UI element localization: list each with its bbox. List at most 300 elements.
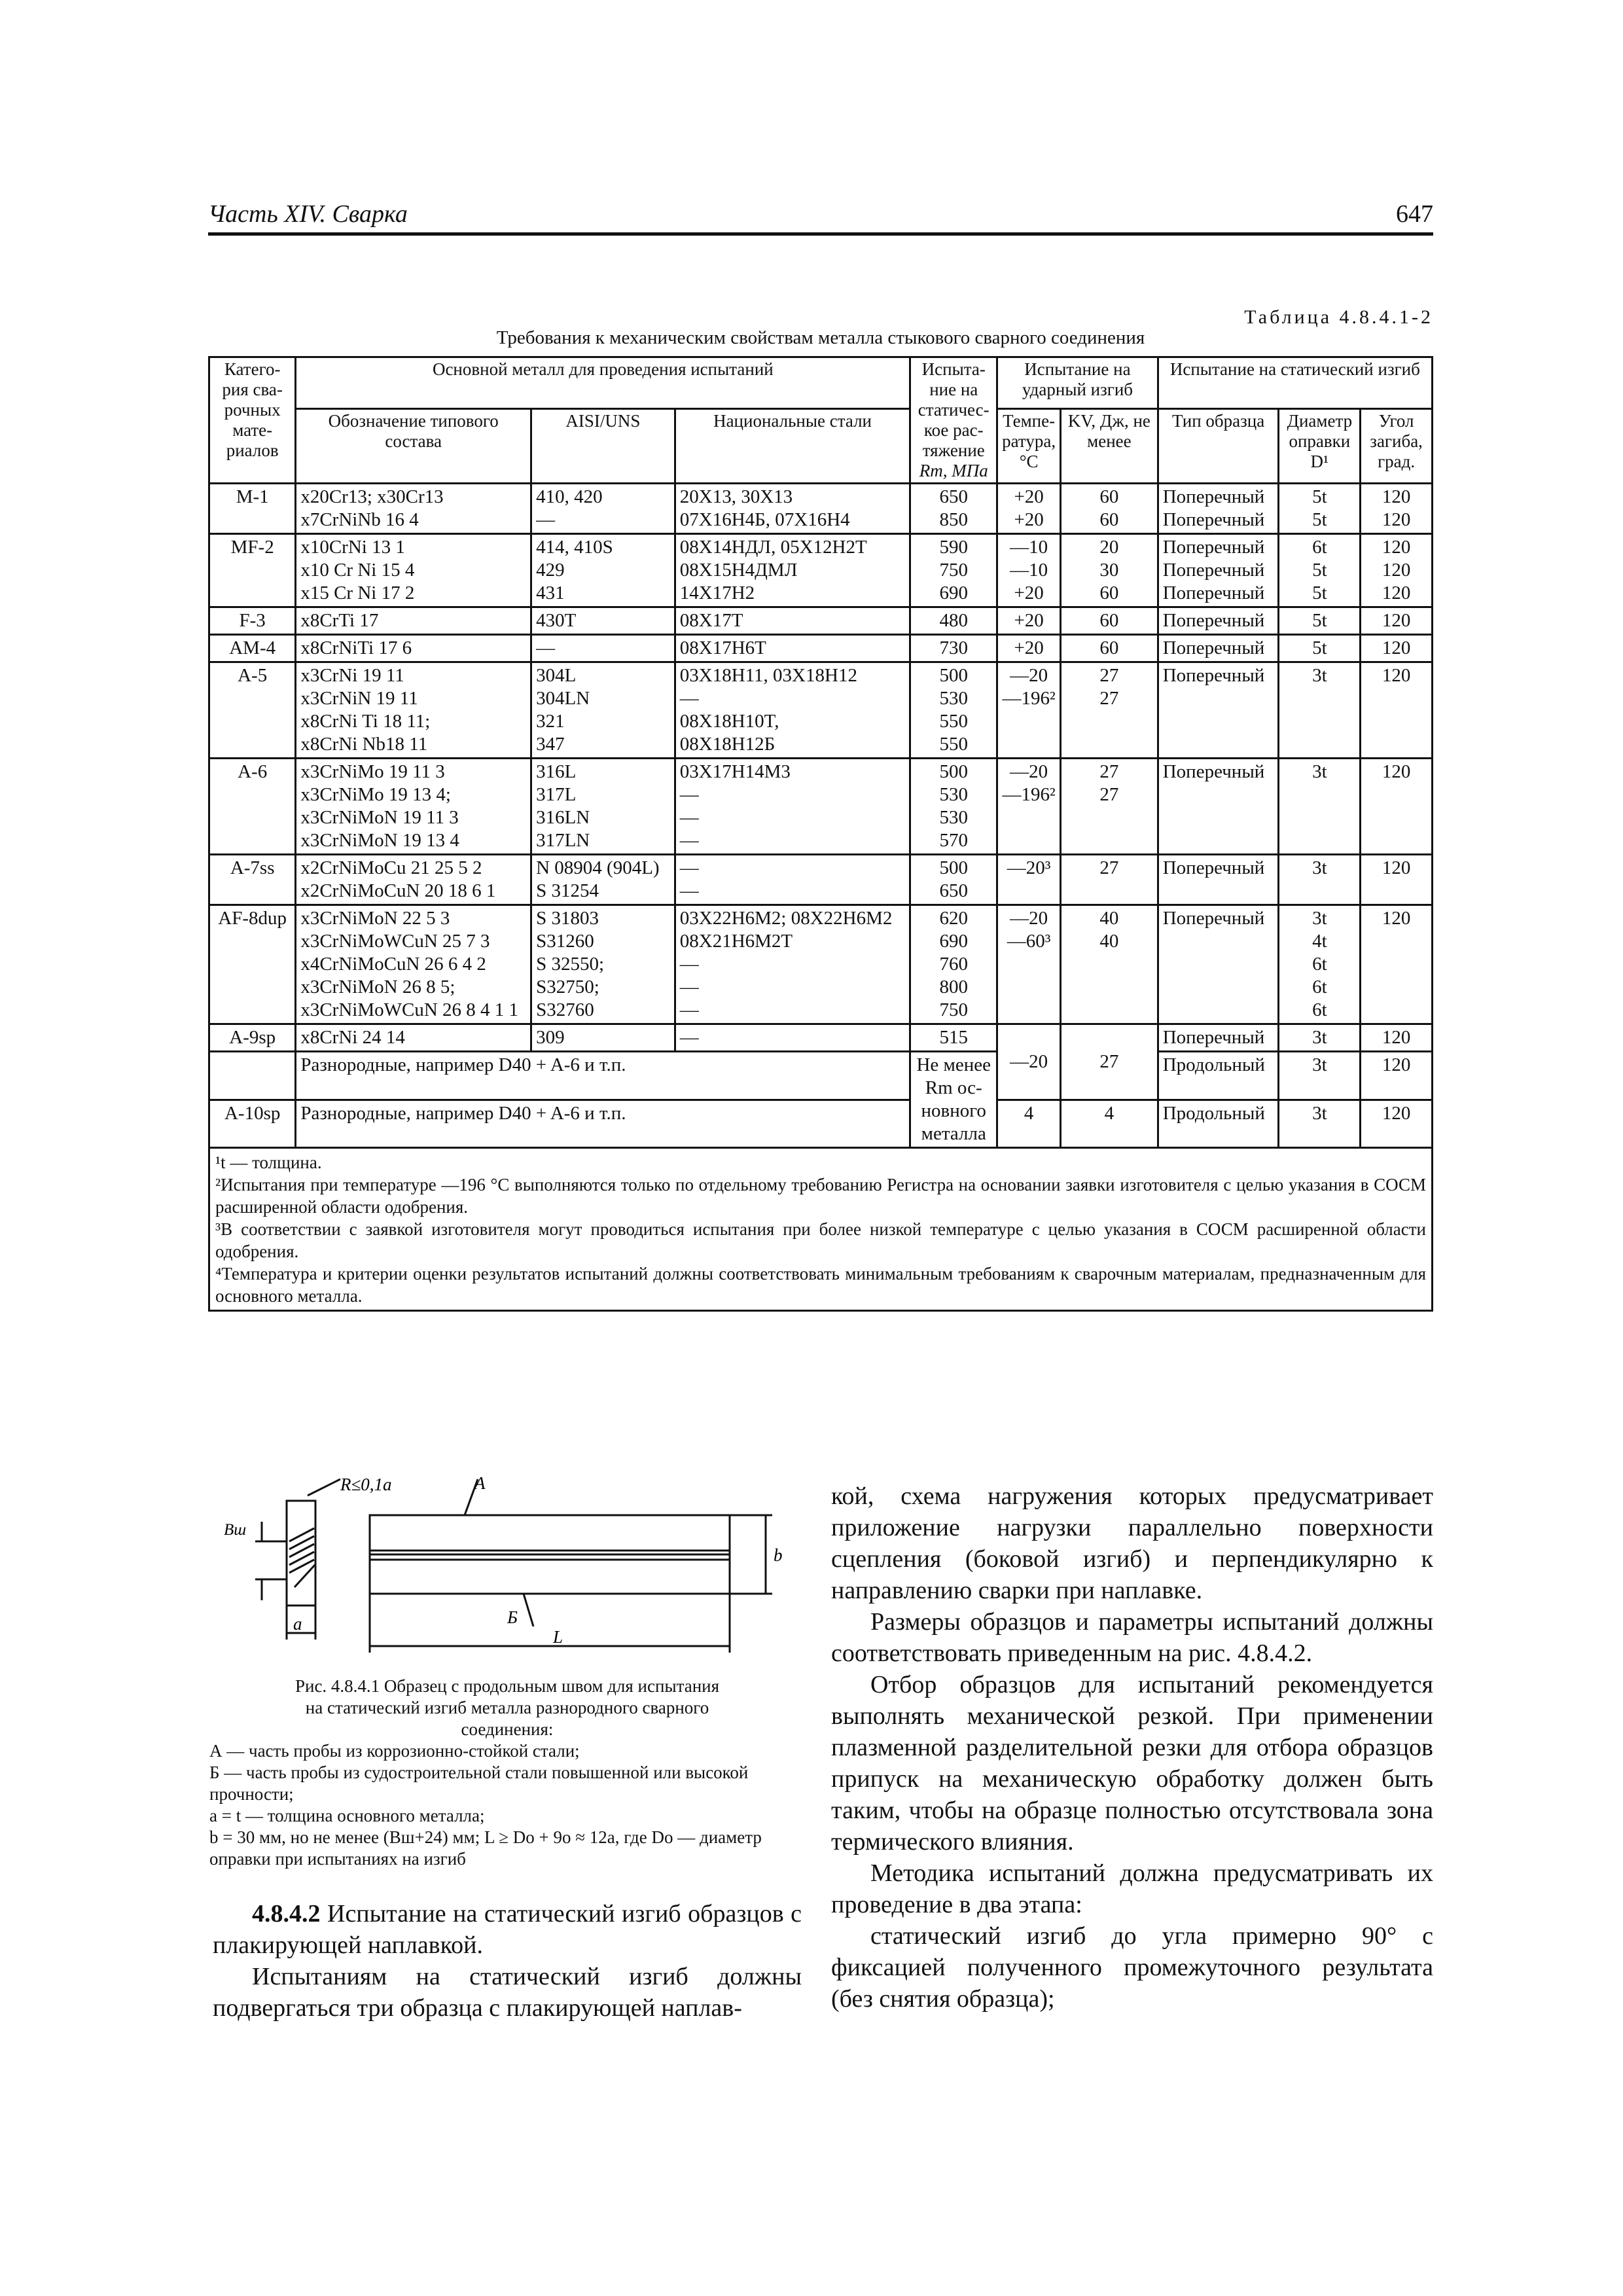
cell-line: 500 (939, 857, 968, 878)
table-cell (997, 607, 1061, 635)
cell-line: 690 (939, 583, 968, 603)
cell-line: 120 (1382, 537, 1411, 558)
cell-line: 317LN (536, 830, 590, 851)
cell-line: x8CrNi Nb18 11 (300, 734, 428, 755)
thickness-label: a (293, 1614, 302, 1634)
table-cell (675, 607, 910, 635)
cell-line: 08X17H6T (679, 637, 766, 658)
table-cell: A-6 (209, 759, 296, 855)
cell-line: 750 (939, 999, 968, 1020)
cell-line: 500 (939, 761, 968, 782)
table-cell (296, 905, 531, 1024)
cell-line: x8CrNi Ti 18 11; (300, 711, 431, 732)
cell-line: x8CrTi 17 (300, 610, 379, 631)
table-cell (675, 759, 910, 855)
cell-line: S 31254 (536, 880, 599, 901)
cell-line: 309 (536, 1027, 565, 1048)
table-row (209, 855, 1433, 905)
cell-line: 60 (1099, 509, 1119, 530)
table-cell: Не менее Rm ос-новного металла (910, 1052, 997, 1148)
table-cell (296, 534, 531, 607)
cell-line: 317L (536, 784, 577, 805)
cell-line: x10CrNi 13 1 (300, 537, 405, 558)
cell-line: — (679, 880, 699, 901)
table-head-tensile: Испыта-ние на статичес-кое рас-тяжение (918, 359, 990, 460)
cell-line: 60 (1099, 486, 1119, 507)
cell-line: x3CrNiMoN 22 5 3 (300, 908, 450, 929)
cell-line: 550 (939, 734, 968, 755)
cell-line: Поперечный (1162, 560, 1265, 581)
table-cell (1361, 759, 1433, 855)
cell-line: 3t (1312, 857, 1327, 878)
cell-line: 321 (536, 711, 565, 732)
cell-line: —20³ (1007, 857, 1051, 878)
table-cell (531, 534, 675, 607)
table-cell (296, 1100, 910, 1148)
table-cell (1279, 635, 1361, 662)
table-cell: A-5 (209, 662, 296, 759)
table-cell (1279, 759, 1361, 855)
cell-line: 08X15H4ДМЛ (679, 560, 798, 581)
table-cell (675, 635, 910, 662)
cell-line: x15 Cr Ni 17 2 (300, 583, 415, 603)
table-cell (997, 662, 1061, 759)
table-cell: 27 (1061, 1024, 1158, 1100)
cell-line: 6t (1312, 537, 1327, 558)
table-cell (910, 1024, 997, 1052)
table-cell (675, 484, 910, 534)
table-cell (910, 662, 997, 759)
table-cell (1158, 534, 1279, 607)
caption-line: на статический изгиб металла разнородного сварного (305, 1698, 709, 1717)
cell-line: x3CrNiMo 19 11 3 (300, 761, 445, 782)
cell-line: — (679, 999, 699, 1020)
cell-line: 14X17H2 (679, 583, 755, 603)
table-cell (910, 357, 997, 484)
table-cell (1279, 484, 1361, 534)
cell-line: Разнородные, например D40 + A-6 и т.п. (300, 1102, 626, 1124)
legend-item: a = t — толщина основного металла; (209, 1806, 485, 1825)
cell-line: x7CrNiNb 16 4 (300, 509, 419, 530)
cell-line: Поперечный (1162, 665, 1265, 686)
cell-line: +20 (1014, 610, 1044, 631)
table-cell (1279, 905, 1361, 1024)
cell-line: Поперечный (1162, 610, 1265, 631)
table-cell (1158, 905, 1279, 1024)
table-row (209, 635, 1433, 662)
cell-line: 515 (939, 1027, 968, 1048)
table-cell: MF-2 (209, 534, 296, 607)
cell-line: 550 (939, 711, 968, 732)
cell-line: 60 (1099, 610, 1119, 631)
table-cell: Угол загиба, град. (1361, 408, 1433, 483)
table-cell (1061, 855, 1158, 905)
cell-line: —196² (1002, 784, 1056, 805)
cell-line: x3CrNiMo 19 13 4; (300, 784, 451, 805)
table-row (209, 1024, 1433, 1052)
cell-line: 431 (536, 583, 565, 603)
cell-line: —60³ (1007, 931, 1051, 952)
cell-line: 650 (939, 880, 968, 901)
cell-line: 03X22H6M2; 08X22H6M2 (679, 908, 893, 929)
table-cell: Обозначение типового состава (296, 408, 531, 483)
table-cell (1361, 662, 1433, 759)
table-row (209, 1052, 1433, 1100)
cell-line: 07X16H4Б, 07X16H4 (679, 509, 850, 530)
cell-line: Поперечный (1162, 509, 1265, 530)
table-cell (1279, 534, 1361, 607)
legend-item: b = 30 мм, но не менее (Bш+24) мм; L ≥ Dо + 9о ≈ 12a, где Dо — диаметр оправки при испытаниях на изгиб (209, 1827, 762, 1869)
cell-line: 120 (1382, 509, 1411, 530)
cell-line: Продольный (1162, 1102, 1265, 1124)
table-cell (1361, 607, 1433, 635)
paragraph: Методика испытаний должна предусматривать их проведение в два этапа: (831, 1859, 1433, 1918)
cell-line: 500 (939, 665, 968, 686)
table-cell: A-7ss (209, 855, 296, 905)
running-title: Часть XIV. Сварка (208, 200, 408, 228)
cell-line: 40 (1099, 908, 1119, 929)
table-cell (910, 484, 997, 534)
table-cell (1158, 1024, 1279, 1052)
table-cell (1361, 1024, 1433, 1052)
cell-line: 410, 420 (536, 486, 603, 507)
table-cell: AISI/UNS (531, 408, 675, 483)
cell-line: 20X13, 30X13 (679, 486, 793, 507)
cell-line: 590 (939, 537, 968, 558)
table-cell (531, 484, 675, 534)
cell-line: Поперечный (1162, 1027, 1265, 1048)
table-cell: Национальные стали (675, 408, 910, 483)
paragraph: кой, схема нагружения которых предусматривает приложение нагрузки параллельно поверхности сцепления (боковой изгиб) и перпендикулярно к направлению сварки при наплавке. (831, 1482, 1433, 1604)
table-title: Требования к механическим свойствам металла стыкового сварного соединения (496, 327, 1145, 348)
cell-line: — (679, 688, 699, 709)
table-cell (1061, 607, 1158, 635)
cell-line: Поперечный (1162, 537, 1265, 558)
cell-line: 08X18H10T, (679, 711, 779, 732)
cell-line: 6t (1312, 977, 1327, 997)
requirements-table (208, 356, 1433, 1149)
radius-label: R≤0,1a (340, 1476, 392, 1494)
cell-line: 27 (1099, 784, 1119, 805)
table-row (209, 534, 1433, 607)
cell-line: 120 (1382, 583, 1411, 603)
table-cell (296, 607, 531, 635)
table-cell (1158, 1100, 1279, 1148)
cell-line: 08X14НДЛ, 05X12H2T (679, 537, 867, 558)
table-cell: Тип образца (1158, 408, 1279, 483)
cell-line: 20 (1099, 537, 1119, 558)
cell-line: x8CrNiTi 17 6 (300, 637, 412, 658)
left-column (213, 1898, 802, 2024)
cell-line: 850 (939, 509, 968, 530)
section-title: Испытание на статический изгиб образцов с плакирующей наплавкой. (213, 1900, 802, 1959)
cell-line: 120 (1382, 761, 1411, 782)
table-cell (675, 662, 910, 759)
cell-line: 5t (1312, 583, 1327, 603)
cell-line: 3t (1312, 665, 1327, 686)
table-row (209, 905, 1433, 1024)
cell-line: 120 (1382, 1102, 1411, 1124)
cell-line: 347 (536, 734, 565, 755)
cell-line: — (679, 784, 699, 805)
cell-line: x3CrNiMoWCuN 26 8 4 1 1 (300, 999, 519, 1020)
table-notes (208, 1149, 1433, 1312)
table-cell (296, 1024, 531, 1052)
table-cell (997, 759, 1061, 855)
table-cell (1279, 1024, 1361, 1052)
cell-line: 3t (1312, 761, 1327, 782)
table-cell: Испытание на статический изгиб (1158, 357, 1432, 409)
cell-line: +20 (1014, 486, 1044, 507)
cell-line: 316L (536, 761, 577, 782)
cell-line: 03X18H11, 03X18H12 (679, 665, 857, 686)
part-a-label: А (474, 1476, 486, 1493)
cell-line: S 31803 (536, 908, 599, 929)
table-cell (296, 635, 531, 662)
footnote: ³В соответствии с заявкой изготовителя могут проводиться испытания при более низкой температуре с целью указания в СОСМ расширенной области одобрения. (215, 1219, 1426, 1261)
table-cell (675, 905, 910, 1024)
caption-line: соединения: (461, 1719, 554, 1739)
table-cell (1361, 905, 1433, 1024)
cell-line: 30 (1099, 560, 1119, 581)
table-cell (531, 607, 675, 635)
table-cell (997, 905, 1061, 1024)
section-number: 4.8.4.2 (252, 1900, 321, 1928)
table-cell (1279, 1052, 1361, 1100)
cell-line: — (536, 509, 556, 530)
cell-line: Разнородные, например D40 + A-6 и т.п. (300, 1054, 626, 1075)
cell-line: 570 (939, 830, 968, 851)
table-cell (910, 905, 997, 1024)
cell-line: S32750; (536, 977, 599, 997)
table-cell (1361, 635, 1433, 662)
table-cell (1279, 1100, 1361, 1148)
figure-caption (209, 1676, 805, 1870)
cell-line: 5t (1312, 637, 1327, 658)
table-cell (910, 759, 997, 855)
cell-line: 3t (1312, 1054, 1327, 1075)
cell-line: 08X18H12Б (679, 734, 776, 755)
table-cell (1279, 662, 1361, 759)
cell-line: 03X17H14M3 (679, 761, 791, 782)
table-cell (1158, 607, 1279, 635)
table-cell (1158, 855, 1279, 905)
cell-line: —196² (1002, 688, 1056, 709)
cell-line: — (679, 954, 699, 975)
cell-line: —10 (1010, 560, 1048, 581)
cell-line: x3CrNiMoN 19 11 3 (300, 807, 459, 828)
specimen-figure (209, 1476, 805, 1672)
cell-line: 4t (1312, 931, 1327, 952)
cell-line: 6t (1312, 999, 1327, 1020)
table-cell (997, 484, 1061, 534)
table-cell (1361, 1052, 1433, 1100)
cell-line: Поперечный (1162, 486, 1265, 507)
cell-line: — (679, 807, 699, 828)
table-cell (675, 855, 910, 905)
table-cell: Темпе-ратура, °C (997, 408, 1061, 483)
cell-line: x10 Cr Ni 15 4 (300, 560, 415, 581)
table-cell (675, 1024, 910, 1052)
paragraph: Испытаниям на статический изгиб должны подвергаться три образца с плакирующей наплав- (213, 1963, 802, 2022)
cell-line: x3CrNiN 19 11 (300, 688, 418, 709)
cell-line: 480 (939, 610, 968, 631)
table-cell (997, 635, 1061, 662)
table-cell (296, 662, 531, 759)
table-cell (1061, 1100, 1158, 1148)
cell-line: 27 (1099, 688, 1119, 709)
paragraph: Размеры образцов и параметры испытаний должны соответствовать приведенным на рис. 4.8.4.2. (831, 1608, 1433, 1667)
cell-line: 3t (1312, 1102, 1327, 1124)
cell-line: +20 (1014, 583, 1044, 603)
table-head-tensile-unit: Rm, МПа (919, 461, 988, 480)
cell-line: x3CrNiMoN 19 13 4 (300, 830, 459, 851)
cell-line: 27 (1099, 665, 1119, 686)
table-cell (910, 855, 997, 905)
cell-line: x2CrNiMoCuN 20 18 6 1 (300, 880, 496, 901)
table-cell (531, 855, 675, 905)
cell-line: 08X17T (679, 610, 743, 631)
table-cell (209, 1052, 296, 1100)
table-row (209, 484, 1433, 534)
cell-line: 6t (1312, 954, 1327, 975)
table-cell (1061, 662, 1158, 759)
table-cell (296, 855, 531, 905)
cell-line: x20Cr13; x30Cr13 (300, 486, 444, 507)
table-cell: —20 (997, 1024, 1061, 1100)
cell-line: 316LN (536, 807, 590, 828)
paragraph: Отбор образцов для испытаний рекомендуется выполнять механической резкой. При применении плазменной разделительной резки для отбора образцов припуск на механическую обработку должен быть таким, чтобы на образце полностью отсутствовала зона термического влияния. (831, 1671, 1433, 1856)
table-cell: Испытание на ударный изгиб (997, 357, 1158, 409)
cell-line: — (679, 857, 699, 878)
table-cell (531, 759, 675, 855)
cell-line: — (679, 830, 699, 851)
cell-line: N 08904 (904L) (536, 857, 660, 878)
table-cell: Основной металл для проведения испытаний (296, 357, 910, 409)
cell-line: 40 (1099, 931, 1119, 952)
cell-line: Поперечный (1162, 857, 1265, 878)
cell-line: 4 (1024, 1102, 1034, 1124)
cell-line: Продольный (1162, 1054, 1265, 1075)
cell-line: —10 (1010, 537, 1048, 558)
table-cell (531, 662, 675, 759)
table-cell (531, 1024, 675, 1052)
table-header-row (209, 408, 1433, 483)
table-cell (296, 759, 531, 855)
table-header-row (209, 357, 1433, 409)
cell-line: 530 (939, 784, 968, 805)
table-cell: A-9sp (209, 1024, 296, 1052)
cell-line: 530 (939, 688, 968, 709)
cell-line: — (679, 977, 699, 997)
cell-line: 5t (1312, 486, 1327, 507)
table-cell (296, 1052, 910, 1100)
cell-line: 60 (1099, 637, 1119, 658)
page-header (208, 200, 1433, 236)
cell-line: 120 (1382, 1027, 1411, 1048)
cell-line: 120 (1382, 637, 1411, 658)
requirements-table-wrap (208, 356, 1433, 1312)
table-cell: AM-4 (209, 635, 296, 662)
table-row (209, 662, 1433, 759)
cell-line: Поперечный (1162, 908, 1265, 929)
cell-line: x3CrNiMoWCuN 25 7 3 (300, 931, 490, 952)
cell-line: 530 (939, 807, 968, 828)
table-cell: Диаметр оправки D¹ (1279, 408, 1361, 483)
table-cell (1061, 635, 1158, 662)
cell-line: —20 (1010, 908, 1048, 929)
cell-line: 4 (1104, 1102, 1115, 1124)
cell-line: 120 (1382, 665, 1411, 686)
cell-line: 5t (1312, 610, 1327, 631)
table-row (209, 1100, 1433, 1148)
cell-line: 800 (939, 977, 968, 997)
cell-line: —20 (1010, 761, 1048, 782)
legend-item: Б — часть пробы из судостроительной стали повышенной или высокой прочности; (209, 1763, 749, 1804)
part-b-label: Б (507, 1607, 518, 1627)
table-cell (910, 607, 997, 635)
table-cell (1158, 759, 1279, 855)
table-number: Таблица 4.8.4.1-2 (1244, 306, 1433, 328)
cell-line: 304L (536, 665, 577, 686)
table-cell (997, 855, 1061, 905)
table-cell (1061, 759, 1158, 855)
cell-line: x3CrNiMoN 26 8 5; (300, 977, 455, 997)
table-cell (1061, 484, 1158, 534)
table-cell (1158, 662, 1279, 759)
cell-line: 08X21H6M2T (679, 931, 793, 952)
cell-line: 650 (939, 486, 968, 507)
table-cell: AF-8dup (209, 905, 296, 1024)
table-cell (1158, 1052, 1279, 1100)
table-cell (1361, 1100, 1433, 1148)
cell-line: 760 (939, 954, 968, 975)
paragraph: статический изгиб до угла примерно 90° с фиксацией полученного промежуточного результата (без снятия образца); (831, 1922, 1433, 2013)
specimen-drawing (209, 1476, 805, 1672)
cell-line: +20 (1014, 637, 1044, 658)
cell-line: x2CrNiMoCu 21 25 5 2 (300, 857, 482, 878)
cell-line: +20 (1014, 509, 1044, 530)
legend-item: А — часть пробы из коррозионно-стойкой стали; (209, 1741, 580, 1761)
table-cell (910, 534, 997, 607)
table-cell (1361, 855, 1433, 905)
table-cell (997, 1100, 1061, 1148)
cell-line: 27 (1099, 857, 1119, 878)
cell-line: 120 (1382, 486, 1411, 507)
cell-line: 120 (1382, 1054, 1411, 1075)
table-cell (296, 484, 531, 534)
length-label: L (553, 1627, 563, 1647)
table-cell: M-1 (209, 484, 296, 534)
table-cell (531, 905, 675, 1024)
cell-line: — (679, 1027, 699, 1048)
cell-line: 120 (1382, 560, 1411, 581)
cell-line: 620 (939, 908, 968, 929)
cell-line: S 32550; (536, 954, 605, 975)
table-cell (1279, 607, 1361, 635)
cell-line: 690 (939, 931, 968, 952)
table-cell: A-10sp (209, 1100, 296, 1148)
footnote: ¹t — толщина. (215, 1153, 322, 1172)
cell-line: 120 (1382, 857, 1411, 878)
table-row (209, 607, 1433, 635)
cell-line: 3t (1312, 908, 1327, 929)
cell-line: 414, 410S (536, 537, 613, 558)
table-cell (997, 534, 1061, 607)
table-cell (531, 635, 675, 662)
cell-line: 120 (1382, 610, 1411, 631)
cell-line: 430T (536, 610, 577, 631)
